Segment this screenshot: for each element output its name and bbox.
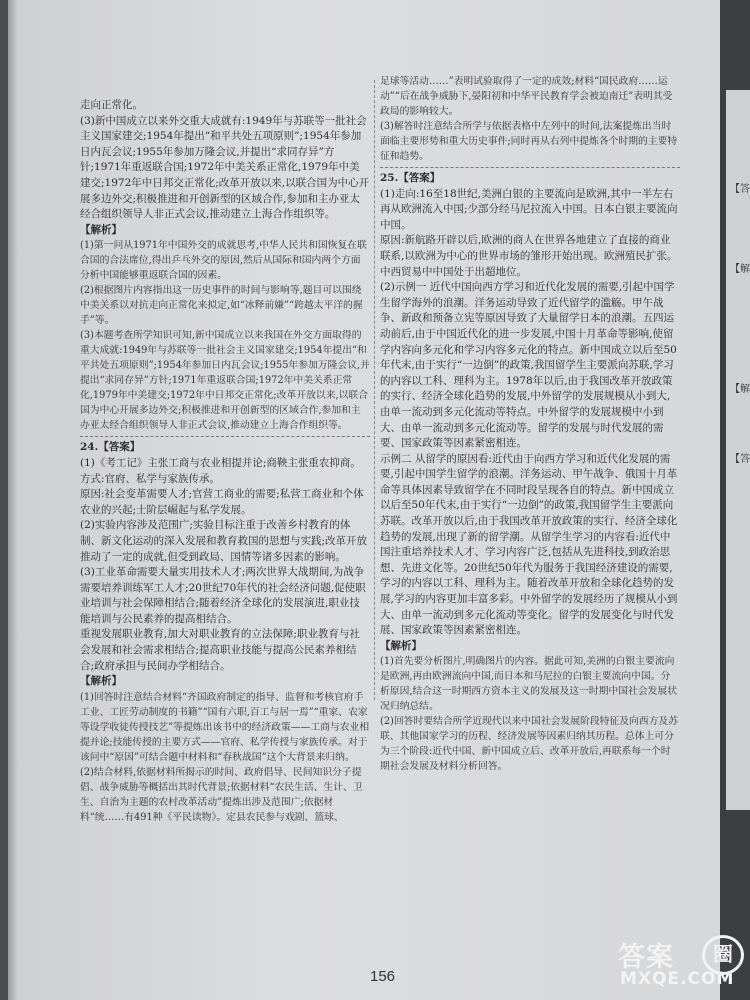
analysis-paragraph: (1)第一问从1971年中国外交的成就思考,中华人民共和国恢复在联合国的合法席位,得出乒乓外交的原因,然后从国际和国内两个方面分析中国能够重返联合国的因素。 [80,240,367,282]
side-fragment: 【解 [730,264,750,275]
q24-answer-label: 24.【答案】 [80,441,141,454]
analysis-paragraph: (3)本题考查所学知识可知,新中国成立以来我国在外交方面取得的重大成就:1949年与苏联等一批社会主义国家建交;1954年提出“和平共处五项原则”;1954年参加日内瓦会议;1955年参加万隆会议,并提出“求同存异”方针;1971年重返联合国;1972年中美关系正常化,1979年中美建交;1972年中日邦交正常化;改革开放以来,以联合国为中心开展多边外交;积极推进和开创新型的区域合作,参加和主办亚太经合组织领导人非正式会议,推动建立上海合作组织等。 [80,330,370,432]
analysis-paragraph: (2)根据图片内容指出这一历史事件的时间与影响等,题目可以围绕中美关系以对抗走向正常化来拟定,如“冰释前嫌”“跨越太平洋的握手”等。 [80,285,363,327]
answer-paragraph: (1)走向:16至18世纪,美洲白银的主要流向是欧洲,其中一半左右再从欧洲流入中国;少部分经马尼拉流入中国。日本白银主要流向中国。 [380,187,678,231]
answer-paragraph: (2)实验内容涉及范围广;实验目标注重于改善乡村教育的体制、新文化运动的深入发展和教育救国的思想与实践;改革开放推动了一定的成就,但受到政局、国情等诸多因素的影响。 [80,519,368,563]
book-page [8,0,720,1000]
watermark-circle-icon: 圈 [702,935,744,975]
answer-paragraph: (2)示例一 近代中国向西方学习和近代化发展的需要,引起中国学生留学海外的浪潮。洋务运动导致了近代留学的滥觞。甲午战争、新政和预备立宪等原因导致了大量留学日本的浪潮。五四运动前后,由于中国近代化的进一步发展,中国十月革命等影响,使留学内容向多元化和学习内容多元化的特点。新中国成立以后至50年代末,由于实行“一边倒”的政策,我国留学生主要派向苏联,学习的内容以工科、理科为主。1978年以后,由于我国改革开放政策的实行、经济全球化趋势的发展,中外留学的发展规模从小到大,由单一流动到多元化流动等特点。中外留学的发展规模中小到大、由单一流动到多元化流动等。留学的发展与时代发展的需要、国家政策等因素紧密相连。 [380,281,677,450]
side-fragment: 【答 [730,184,750,195]
q25-answer-label: 25.【答案】 [380,172,441,184]
book-spine-shadow [8,0,18,1000]
analysis-paragraph: (2)结合材料,依据材料所揭示的时间、政府倡导、民间知识分子提倡、战争威胁等概括出其时代背景;依据材料“农民生活、生计、卫生、自治为主题的农村改革活动”提炼出涉及范围广;依据材料“统……有491种《平民读物》。定县农民参与戏剧、篮球、 [80,766,363,823]
q25-analysis-label: 【解析】 [380,639,422,652]
side-fragment: 【解 [730,384,750,395]
analysis-paragraph: 足球等活动……”表明试验取得了一定的成效;材料“国民政府……运动”“后在战争威胁下,晏阳初和中华平民教育学会被迫南迁”表明其受政局的影响较大。 [380,76,673,117]
left-paragraph: 走向正常化。 [80,99,143,111]
section-divider [80,436,370,437]
answer-paragraph: 原因:社会变革需要人才;官营工商业的需要;私营工商业和个体农业的兴起;士阶层崛起与私学发展。 [80,488,364,516]
section-divider [380,167,680,168]
watermark-text: 答案 [618,942,674,973]
left-paragraph: (3)新中国成立以来外交重大成就有:1949年与苏联等一批社会主义国家建交;1954年提出“和平共处五项原则”;1954年参加日内瓦会议;1955年参加万隆会议,并提出“求同存异”方针;1971年重返联合国;1972年中美关系正常化,1979年中美建交;1972年中日邦交正常化;改革开放以来,以联合国为中心开展多边外交;积极推进和开创新型的区域合作,参加和主办亚太经合组织领导人非正式会议,推动建立上海合作组织等。 [80,114,370,221]
analysis-paragraph: (3)解答时注意结合所学与依据表格中左列中的时间,法案提炼出当时面临主要形势和重大历史事件;同时再从右列中提炼各个时期的主要特征和趋势。 [380,121,678,162]
watermark-url: MXQE.COM [620,969,735,989]
analysis-paragraph: (2)回答时要结合所学近现代以来中国社会发展阶段特征及向西方及苏联、其他国家学习的历程、经济发展等因素归纳其历程。总体上可分为三个阶段:近代中国、新中国成立后、改革开放后,再联系每一个时期社会发展及材料分析回答。 [380,716,678,773]
answer-paragraph: (1)《考工记》主张工商与农业相提并论;商鞅主张重农抑商。 [80,456,361,469]
left-column [80,98,370,825]
answer-paragraph: 方式:官府、私学与家族传承。 [80,472,221,485]
side-fragment: 【答 [730,454,750,465]
analysis-paragraph: (1)首先要分析图片,明确图片的内容。据此可知,美洲的白银主要流向是欧洲,再由欧洲流向中国,而日本和马尼拉的白银主要流向中国。分析原因,结合这一时期西方资本主义的发展及这一时期中国社会发展状况归纳总结。 [380,656,678,713]
q24-analysis-label: 【解析】 [80,675,122,688]
answer-paragraph: 示例二 从留学的原因看:近代由于向西方学习和近代化发展的需要,引起中国学生留学的浪潮。洋务运动、甲午战争、俄国十月革命等具体因素导致留学在不同时段呈现各自的特点。新中国成立以后至50年代末,由于实行“一边倒”的政策,我国留学生主要派向苏联。改革开放以后,由于我国改革开放政策的实行、经济全球化趋势的发展,出现了新的留学潮。从留学生学习的内容看:近代中国注重培养技术人才、学习内容广泛,包括从先进科技,到政治思想、先进文化等。20世纪50年代为服务于我国经济建设的需要,学习的内容以工科、理科为主。随着改革开放和全球化趋势的发展,学习的内容更加丰富多彩。中外留学的发展经历了规模从小到大、由单一流动到多元化流动等变化。留学的发展变化与时代发展、国家政策等因素紧密相连。 [380,452,678,637]
answer-paragraph: 原因:新航路开辟以后,欧洲的商人在世界各地建立了直接的商业联系,以欧洲为中心的世界市场的雏形开始出现。欧洲殖民扩张。中西贸易中中国处于出超地位。 [380,234,678,278]
right-column [380,74,680,774]
next-page-edge [720,0,750,1000]
answer-paragraph: 重视发展职业教育,加大对职业教育的立法保障;职业教育与社会发展和社会需求相结合;提高职业技能与提高公民素养相结合;政府承担与民间办学相结合。 [80,628,360,672]
watermark-logo [616,935,746,995]
analysis-paragraph: (1)回答时注意结合材料“齐国政府制定的指导、监督和考核官府手工业、工匠劳动制度的书籍”“国有六职,百工与居一焉”“重家、农家等设学收徒传授技艺”等提炼出该书中的经济政策——工商与农业相提并论;技能传授的主要方式——官府、私学传授与家族传承。对于该问中“原因”可结合题中材料和“春秋战国”这个大背景来归纳。 [80,691,370,763]
page-number: 156 [370,968,396,985]
column-divider [374,80,375,700]
answer-paragraph: (3)工业革命需要大量实用技术人才;两次世界大战期间,为战争需要培养训练军工人才;20世纪70年代的社会经济问题,促使职业培训与社会保障相结合;随着经济全球化的发展演进,职业技能培训与公民素养的提高相结合。 [80,566,366,625]
analysis-label: 【解析】 [80,223,122,236]
